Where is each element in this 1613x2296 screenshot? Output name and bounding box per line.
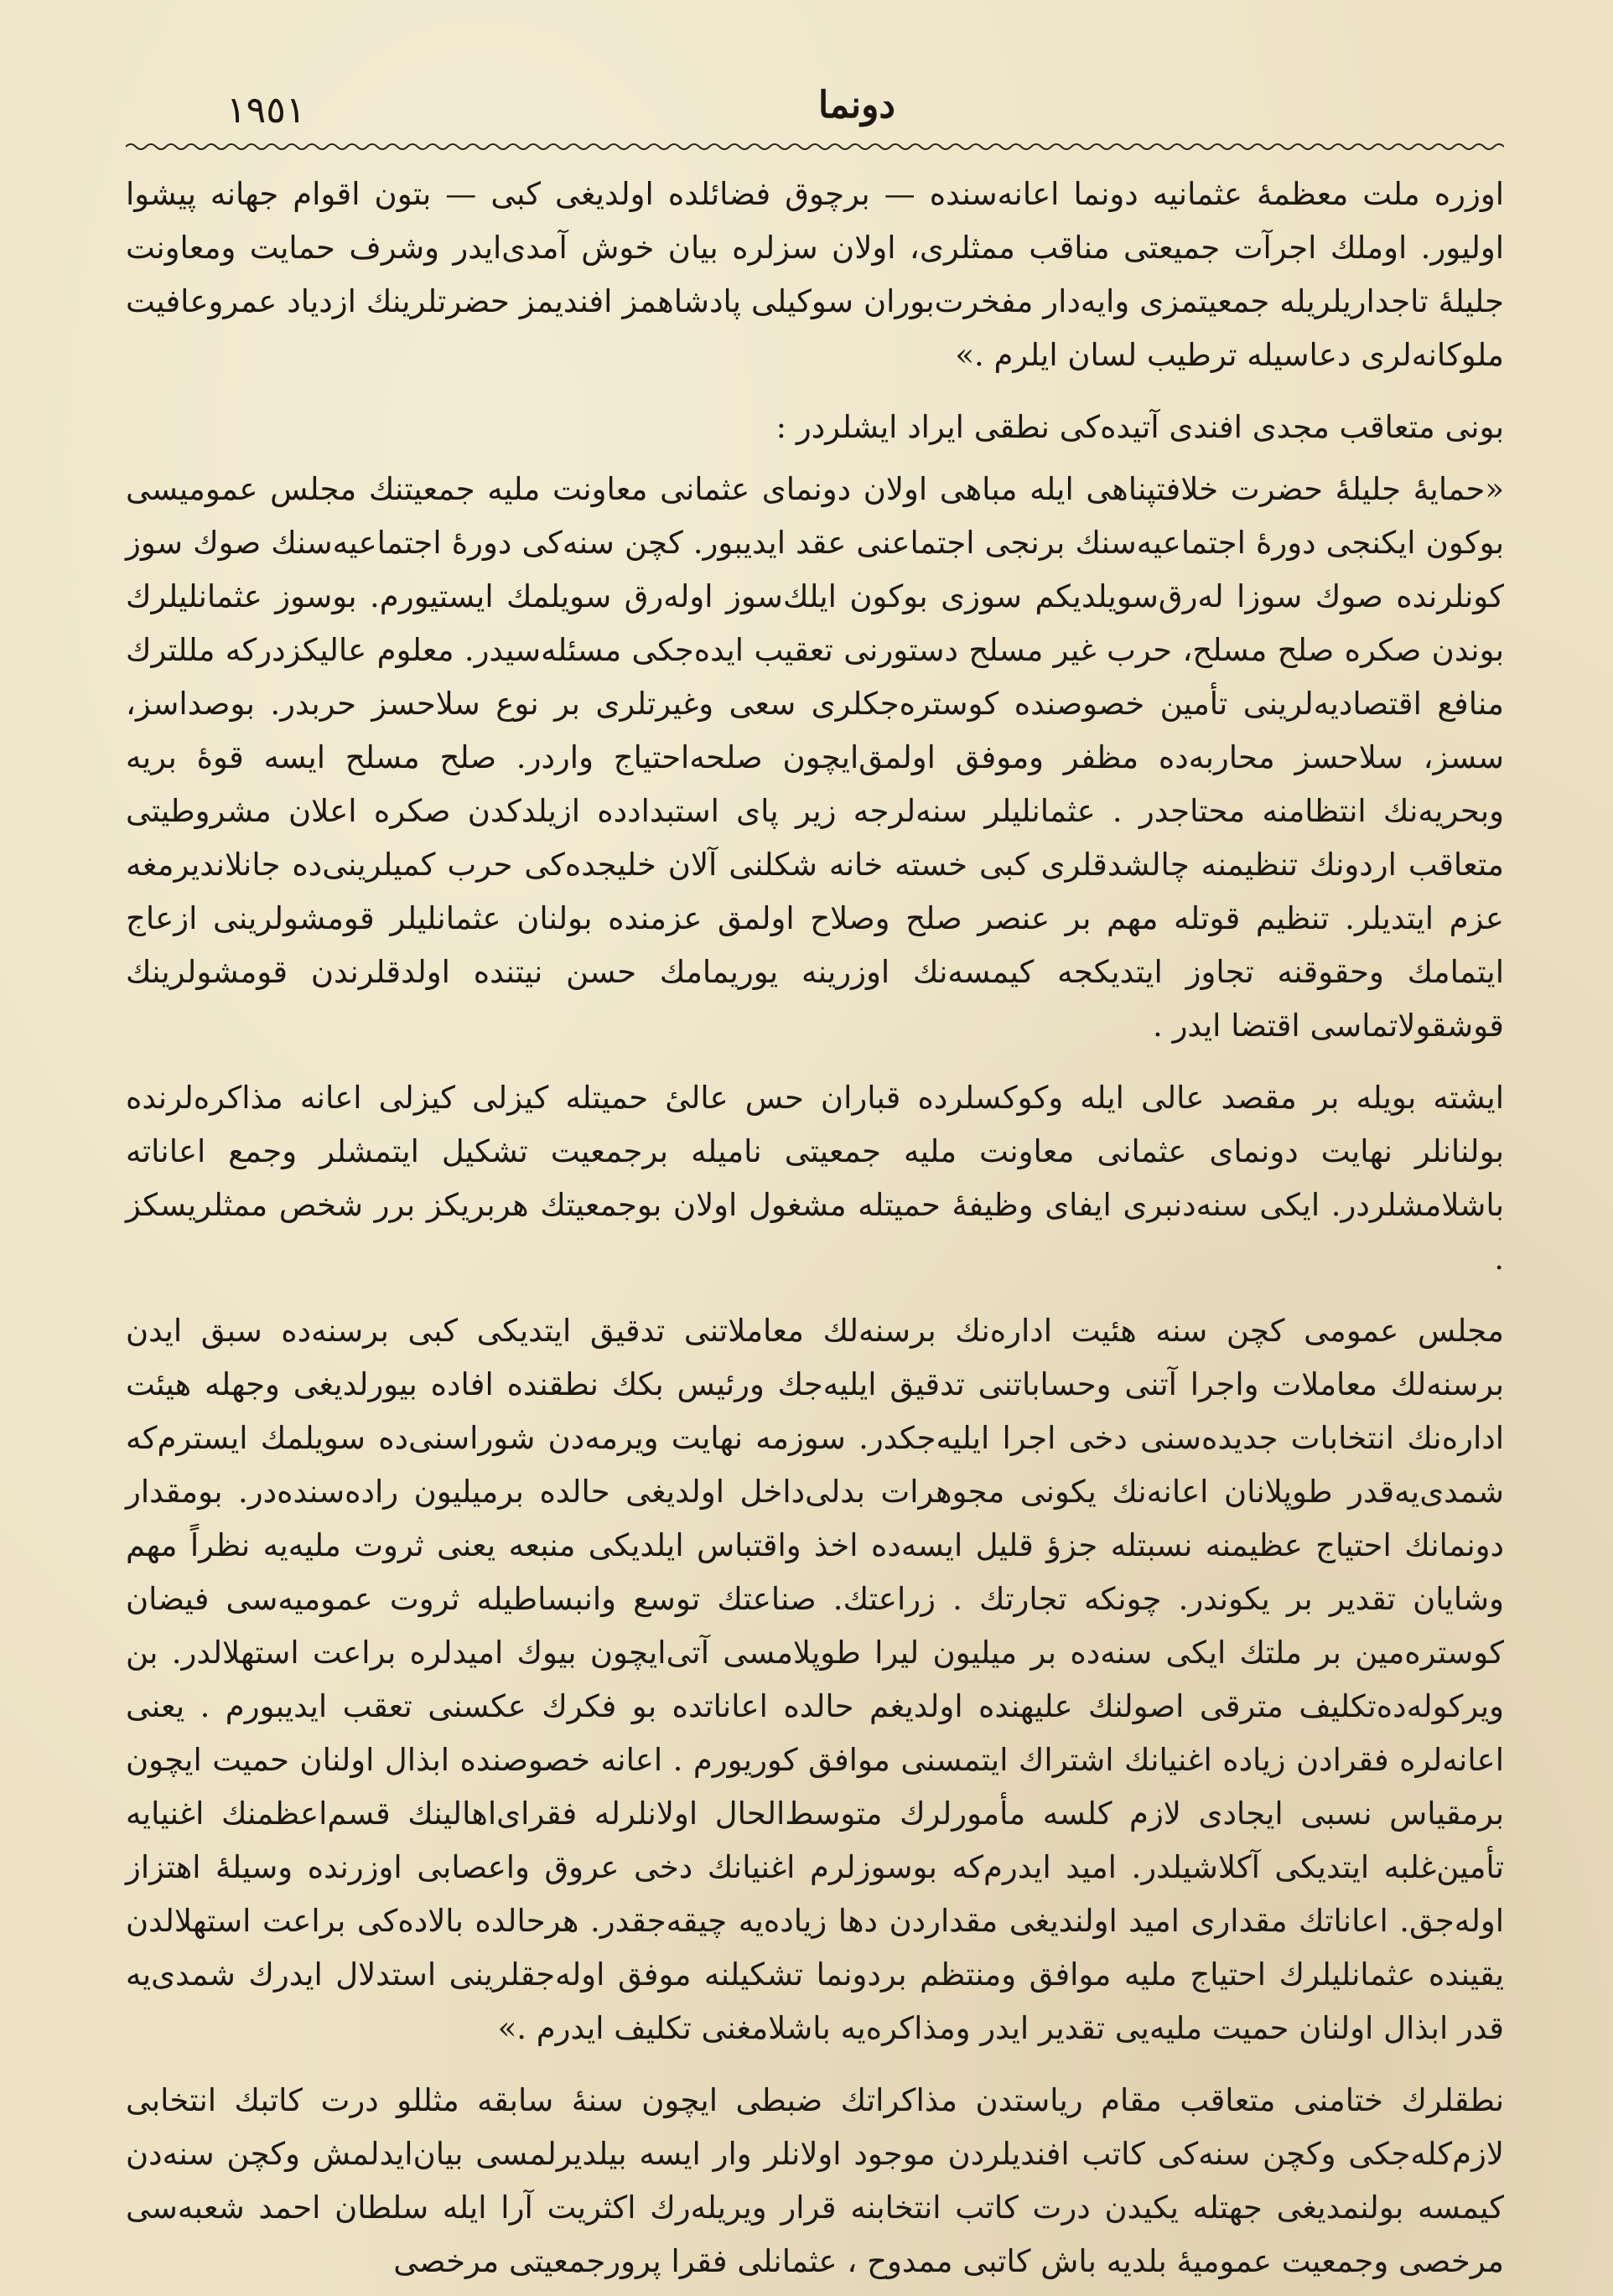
page-header	[210, 84, 1504, 143]
page-number: ١٩٥١	[226, 89, 306, 132]
paragraph-general-assembly: مجلس عمومی کچن سنه هئیت اداره‌نك برسنه‌لك معاملاتنی تدقیق ایتدیکی کبی برسنه‌ده سبق ایدن برسنه‌لك معاملات واجرا آتنی وحساباتنی تدقیق ایلیه‌جك ورئیس بکك نطقنده افاده بیورلدیغی وجهله هیئت اداره‌نك انتخابات جدیده‌سنی دخی اجرا ایلیه‌جکدر. سوزمه نهایت ویرمه‌دن شورا‌سنی‌ده سویلمك ایسترم‌که شمدی‌یه‌قدر طوپلانان اعانه‌نك یکونی مجوهرات بدلی‌داخل اولدیغی حالده برمیلیون راده‌سنده‌در. بومقدار دونمانك احتیاج عظیمنه نسبتله جزؤ قلیل ایسه‌ده اخذ واقتباس ایلدیکی منبعه یعنی ثروت ملیه‌یه نظراً مهم وشایان تقدیر بر یکوندر. چونکه تجارتك . زراعتك. صناعتك توسع وانبساطیله ثروت عمومیه‌سی فیضان کوستره‌مین بر ملتك ایکی سنه‌ده بر میلیون لیرا طوپلامسی آتی‌ایچون بیوك امیدلره براعت استهلالدر. بن ویرکوله‌ده‌تکلیف مترقی اصولنك علیهنده اولدیغم حالده اعاناتده بو فکرك عکسنی تعقب ایدیبورم . یعنی اعانه‌لره فقرادن زیاده اغنیانك اشتراك ایتمسنی موافق کوریورم . اعانه خصوصنده ابذال اولنان حمیت ایچون برمقیاس نسبی ایجادی لازم کلسه مأمورلرك متوسط‌الحال اولانلرله فقرای‌اهالینك قسم‌اعظمنك اغنیایه تأمین‌غلبه ایتدیکی آکلاشیلدر. امید ایدرم‌که بوسوزلرم اغنیانك دخی عروق واعصابی اوزرنده وسیلهٔ اهتزاز اوله‌جق. اعاناتك مقداری امید اولندیغی مقداردن دها زیاده‌یه چیقه‌جقدر. هرحالده بالاده‌کی براعت استهلالدن یقینده عثمانلیلرك احتیاج ملیه موافق ومنتظم بردونما تشکیلنه موفق اوله‌جقلرینی استدلال ایدرك شمدی‌یه قدر ابذال اولنان حمیت ملیه‌یی تقدیر ایدر ومذاکره‌یه باشلامغنی تکلیف ایدرم .»	[126, 1313, 1504, 2046]
paragraph-society-founding: ایشته بویله بر مقصد عالی ایله وکوکسلرده قباران حس عالیٔ حمیتله کیزلی کیزلی اعانه مذاکره‌لرنده بولنانلر نهایت دونمای عثمانی معاونت ملیه جمعیتی نامیله برجمعیت تشکیل ایتمشلر وجمع اعاناته باشلامشلردر. ایکی سنه‌دنبری ایفای وظیفهٔ حمیتله مشغول اولان بوجمعیتك هربریکز برر شخص ممثلریسکز .	[126, 1080, 1504, 1277]
wavy-rule-icon	[126, 141, 1504, 153]
paragraph-introduction: بونی متعاقب مجدی افندی آتیده‌کی نطقی ایراد ایشلردر :	[775, 409, 1504, 445]
paragraph-clerk-election: نطقلرك ختامنی متعاقب مقام ریاستدن مذاکراتك ضبطی ایچون سنهٔ سابقه مثللو درت کاتبك انتخابی لازم‌کله‌جکی وکچن سنه‌کی کاتب افندیلردن موجود اولانلر وار ایسه بیلدیرلمسی بیان‌ایدلمش وکچن سنه‌دن کیمسه بولنمدیغی جهتله یکیدن درت کاتب انتخابنه قرار ویریله‌رك اکثریت آرا ایله سلطان احمد شعبه‌سی مرخصی وجمعیت عمومیهٔ بلدیه باش کاتبی ممدوح ، عثمانلی فقرا پرورجمعیتی مرخصی	[126, 2082, 1504, 2279]
running-title: دونما	[818, 84, 895, 127]
paragraph-speech-ending: اوزره ملت معظمهٔ عثمانیه دونما اعانه‌سنده — برچوق فضائلده اولدیغی کبی — بتون اقوام جهانه پیشوا اوليور. اوملك اجرآت جميعتی مناقب ممثلری، اولان سزلره بیان خوش آمدی‌ایدر وشرف حمایت ومعاونت جلیلهٔ تاجداریلریله جمعیتمزی وایه‌دار مفخرت‌بوران سوکیلی پادشاهمز افندیمز حضرتلرینك ازدیاد عمروعافیت ملوکانه‌لری دعاسیله ترطیب لسان ایلرم .»	[126, 176, 1504, 373]
article-body	[126, 168, 1504, 2279]
paragraph-speech-opening: «حمایهٔ جلیلهٔ حضرت خلافتپناهی ایله مباهی اولان دونمای عثمانی معاونت ملیه جمعیتنك مجلس عمومیسی بوکون ایکنجی دورهٔ اجتماعیه‌سنك برنجی اجتماعنی عقد ایدیبور. کچن سنه‌کی دورهٔ اجتماعیه‌سنك صوك سوز کونلرنده صوك سوزا له‌رق‌سویلدیکم سوزی بوکون ایلك‌سوز اوله‌رق سویلمك ایستیورم. بوسوز عثمانلیلرك بوندن صکره صلح مسلح، حرب غیر مسلح دستورنی تعقیب ایده‌جکی مسئله‌سیدر. معلوم عالیکزدرکه مللترك منافع اقتصادیه‌لرینی تأمین خصوصنده کوستره‌جکلری سعی وغیرتلری بر نوع سلاحسز حربدر. بوصداسز، سسز، سلاحسز محاربه‌ده مظفر وموفق اولمق‌ایچون صلحه‌احتیاج واردر. صلح مسلح ایسه قوهٔ بریه وبحریه‌نك انتظامنه محتاجدر . عثمانلیلر سنه‌لرجه زیر پای استبدادده ازیلدکدن صکره اعلان مشروطیتی متعاقب اردونك تنظیمنه چالشدقلری کبی خسته خانه شکلنی آلان خلیجده‌کی حرب کمیلرینی‌ده جانلاندیرمغه عزم ایتدیلر. تنظیم قوتله مهم بر عنصر صلح وصلاح اولمق عزمنده بولنان عثمانلیلر قومشولرینی ازعاج ایتمامك وحقوقنه تجاوز ایتدیکجه کیمسه‌نك اوزرینه یوریمامك حسن نیتنده اولدقلرندن قومشولرینك قوشقولاتماسی اقتضا ایدر .	[126, 471, 1504, 1044]
header-ornamental-rule	[126, 141, 1504, 153]
